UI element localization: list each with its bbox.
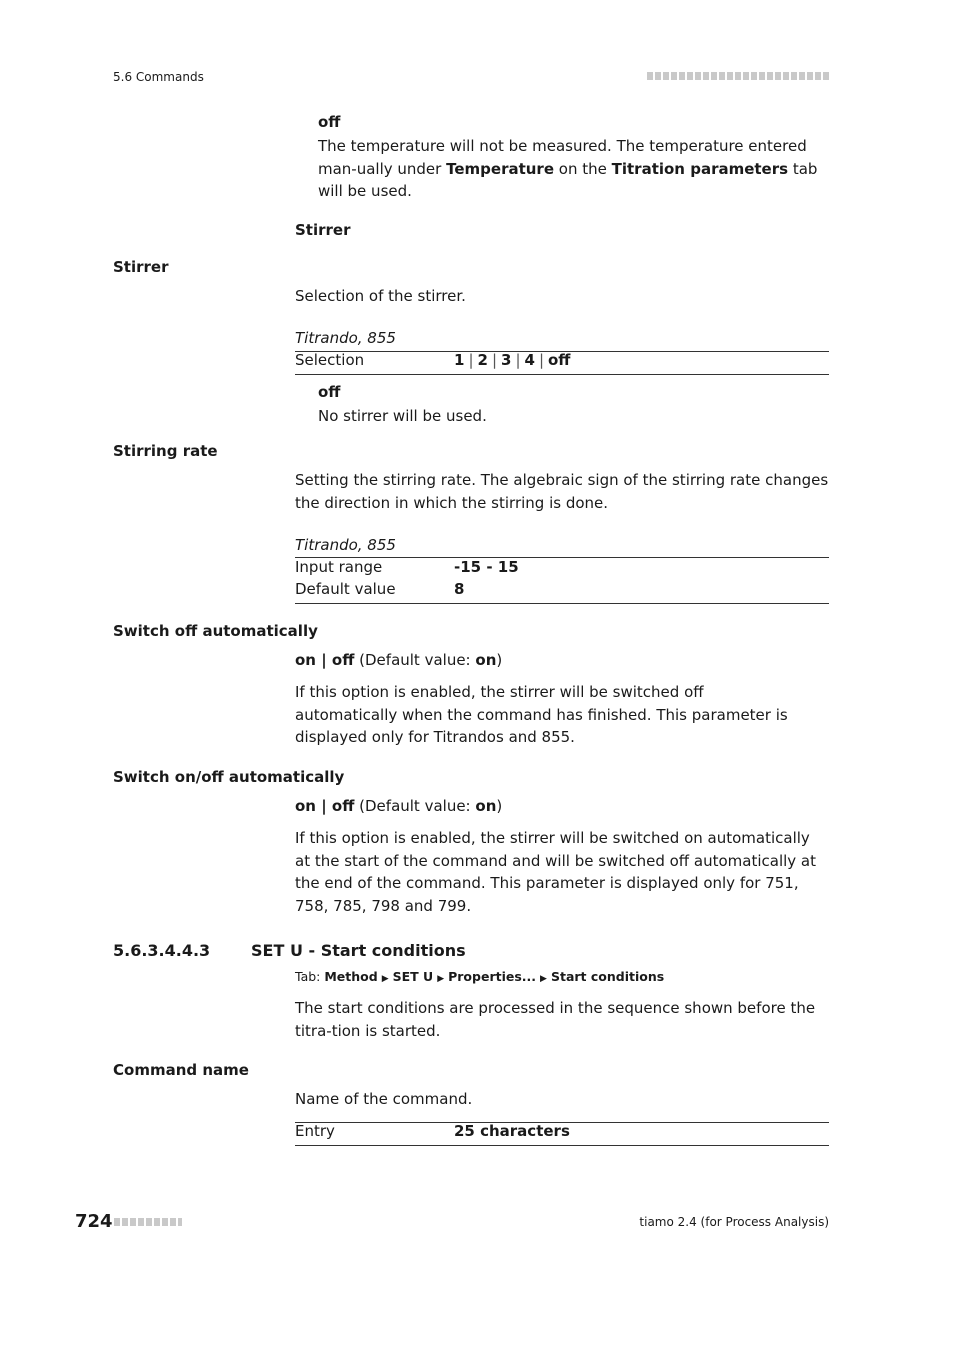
input-range-row: Input range -15 - 15 [295,558,519,576]
switch-off-options: on | off (Default value: on) [295,651,503,669]
stirrer-label: Stirrer [113,258,169,276]
triangle-right-icon: ▶ [540,974,547,984]
switch-onoff-description: If this option is enabled, the stirrer will be switched on automatically at the start of the command and will be switched off automatically at the end of the command. This parameter is displayed only for 751, 758, 785, 798 and 799. [295,829,817,915]
page-number: 724 [75,1211,113,1232]
table-rule [295,1145,829,1146]
switch-off-label: Switch off automatically [113,622,318,640]
stirrer-selection-row [295,351,829,369]
off-text-1: The temperature will not be measured. The temperature entered man-ually under Temperature on the Titration parameters tab will be used. [318,137,818,200]
switch-onoff-options: on | off (Default value: on) [295,797,503,815]
row-key: Selection [295,351,365,369]
stirrer-device: Titrando, 855 [295,329,396,347]
table-rule [295,374,829,375]
switch-onoff-label: Switch on/off automatically [113,768,345,786]
footer-decoration [114,1218,182,1226]
product-name: tiamo 2.4 (for Process Analysis) [639,1215,829,1229]
entry-row: Entry 25 characters [295,1122,570,1140]
tab-path: Tab: Method ▶ SET U ▶ Properties... ▶ Start conditions [295,969,665,984]
command-name-label: Command name [113,1061,249,1079]
stirrer-description: Selection of the stirrer. [295,287,466,305]
stirring-rate-label: Stirring rate [113,442,218,460]
subheading-stirrer: Stirrer [295,221,351,239]
triangle-right-icon: ▶ [381,974,389,984]
header-decoration [647,72,829,80]
section-number: 5.6.3.4.4.3 [113,941,211,960]
section-title: SET U - Start conditions [251,941,466,960]
off-title-1: off [318,113,341,131]
section-description: The start conditions are processed in the sequence shown before the titra-tion is started. [295,999,816,1040]
table-rule [295,603,829,604]
switch-off-description: If this option is enabled, the stirrer will be switched off automatically when the command has finished. This parameter is displayed only for Titrandos and 855. [295,683,788,746]
default-value-row: Default value 8 [295,580,465,598]
row-value: 1 | 2 | 3 | 4 | off [454,351,571,369]
off-text-2: No stirrer will be used. [318,407,487,425]
command-name-description: Name of the command. [295,1090,473,1108]
stirring-rate-description: Setting the stirring rate. The algebraic sign of the stirring rate changes the direction in which the stirring is done. [295,471,829,512]
triangle-right-icon: ▶ [437,974,445,984]
header-section: 5.6 Commands [113,70,204,84]
stirring-rate-device: Titrando, 855 [295,536,396,554]
off-title-2: off [318,383,341,401]
